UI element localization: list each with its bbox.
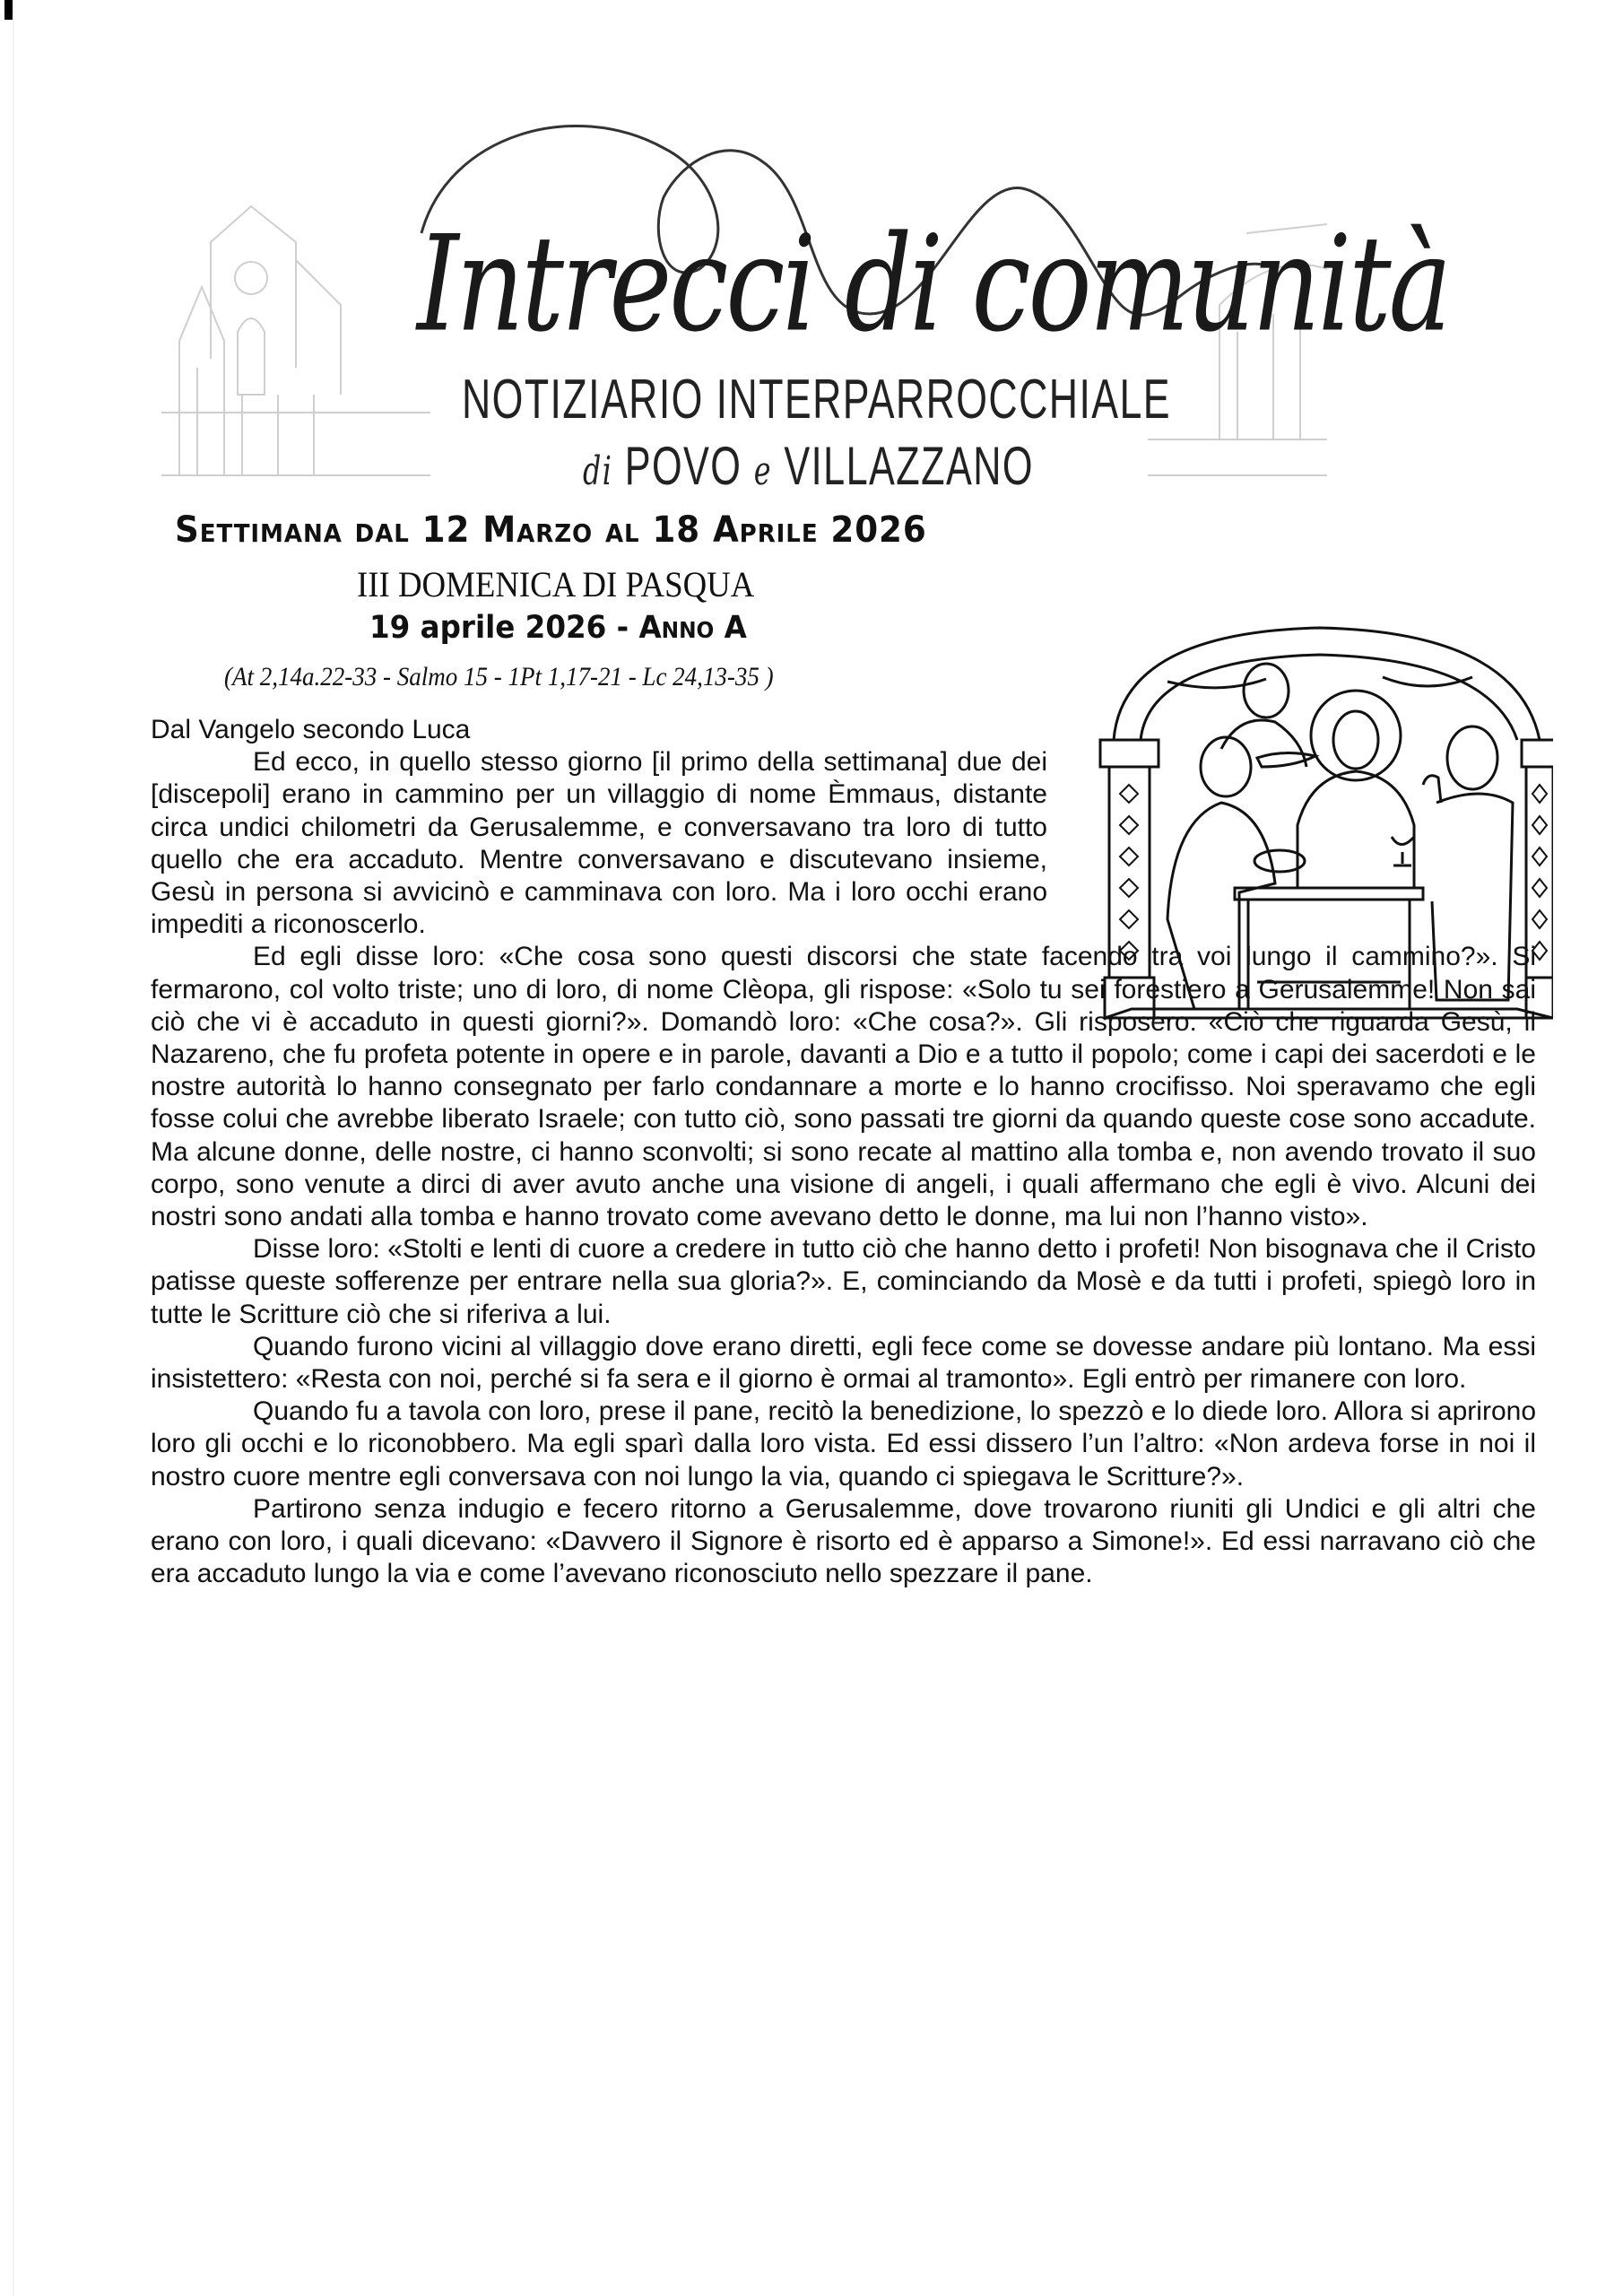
scripture-readings: (At 2,14a.22-33 - Salmo 15 - 1Pt 1,17-21 - Lc 24,13-35 ) <box>224 662 774 691</box>
masthead-e: e <box>753 448 772 494</box>
scan-edge <box>13 0 14 2296</box>
masthead-parishes <box>583 435 1034 497</box>
liturgical-date <box>369 610 747 646</box>
gospel-source: Dal Vangelo secondo Luca <box>151 715 471 744</box>
gospel-paragraph: Ed ecco, in quello stesso giorno [il primo della settimana] due dei [discepoli] erano in cammino per un villaggio di nome Èmmaus, distante circa undici chilometri da Gerusalemme, e conversavano tra loro di tutto quello che era accaduto. Mentre conversavano e discutevano insieme, Gesù in persona si avvicinò e camminava con loro. Ma i loro occhi erano impediti a riconoscerlo. <box>151 747 1047 940</box>
week-heading: Settimana dal 12 Marzo al 18 Aprile 2026 <box>175 509 927 551</box>
gospel-paragraph: Partirono senza indugio e fecero ritorno a Gerusalemme, dove trovarono riuniti gli Undici e gli altri che erano con loro, i quali dicevano: «Davvero il Signore è risorto ed è apparso a Simone!». Ed essi narravano ciò che era accaduto lungo la via e come l’avevano riconosciuto nello spezzare il pane. <box>151 1493 1536 1589</box>
gospel-paragraph: Quando furono vicini al villaggio dove erano diretti, egli fece come se dovesse andare più lontano. Ma essi insistettero: «Resta con noi, perché si fa sera e il giorno è ormai al tramonto». Egli entrò per rimanere con loro. <box>151 1331 1536 1395</box>
liturgical-sunday: III DOMENICA DI PASQUA <box>357 564 755 604</box>
date-year: Anno A <box>638 610 747 646</box>
gospel-paragraph: Quando fu a tavola con loro, prese il pane, recitò la benedizione, lo spezzò e lo diede loro. Allora si aprirono loro gli occhi e lo riconobbero. Ma egli sparì dalla loro vista. Ed essi dissero l’un l’altro: «Non ardeva forse in noi il nostro cuore mentre egli conversava con noi lungo la via, quando ci spiegava le Scritture?». <box>151 1396 1536 1492</box>
masthead-subtitle: NOTIZIARIO INTERPARROCCHIALE <box>462 369 1172 430</box>
gospel-reading <box>151 714 1536 1590</box>
gospel-paragraph: Ed egli disse loro: «Che cosa sono questi discorsi che state facendo tra voi lungo il cammino?». Si fermarono, col volto triste; uno di loro, di nome Clèopa, gli rispose: «Solo tu sei forestiero a Gerusalemme! Non sai ciò che vi è accaduto in questi giorni?». Domandò loro: «Che cosa?». Gli risposero: «Ciò che riguarda Gesù, il Nazareno, che fu profeta potente in opere e in parole, davanti a Dio e a tutto il popolo; come i capi dei sacerdoti e le nostre autorità lo hanno consegnato per farlo condannare a morte e lo hanno crocifisso. Noi speravamo che egli fosse colui che avrebbe liberato Israele; con tutto ciò, sono passati tre giorni da quando queste cose sono accadute. Ma alcune donne, delle nostre, ci hanno sconvolti; si sono recate al mattino alla tomba e, non avendo trovato il suo corpo, sono venute a dirci di aver avuto anche una visione di angeli, i quali affermano che egli è vivo. Alcuni dei nostri sono andati alla tomba e hanno trovato come avevano detto le donne, ma lui non l’hanno visto». <box>151 942 1536 1232</box>
masthead <box>161 99 1449 502</box>
masthead-place-villazzano: VILLAZZANO <box>784 436 1034 496</box>
church-left-icon <box>161 206 430 475</box>
masthead-di: di <box>583 448 613 494</box>
date-main: 19 aprile 2026 - <box>369 610 639 646</box>
gospel-paragraph: Disse loro: «Stolti e lenti di cuore a credere in tutto ciò che hanno detto i profeti! Non bisognava che il Cristo patisse queste sofferenze per entrare nella sua gloria?». E, cominciando da Mosè e da tutti i profeti, spiegò loro in tutte le Scritture ciò che si riferiva a lui. <box>151 1234 1536 1329</box>
masthead-title: Intrecci di comunità <box>417 206 1449 361</box>
masthead-place-povo: POVO <box>624 436 742 496</box>
